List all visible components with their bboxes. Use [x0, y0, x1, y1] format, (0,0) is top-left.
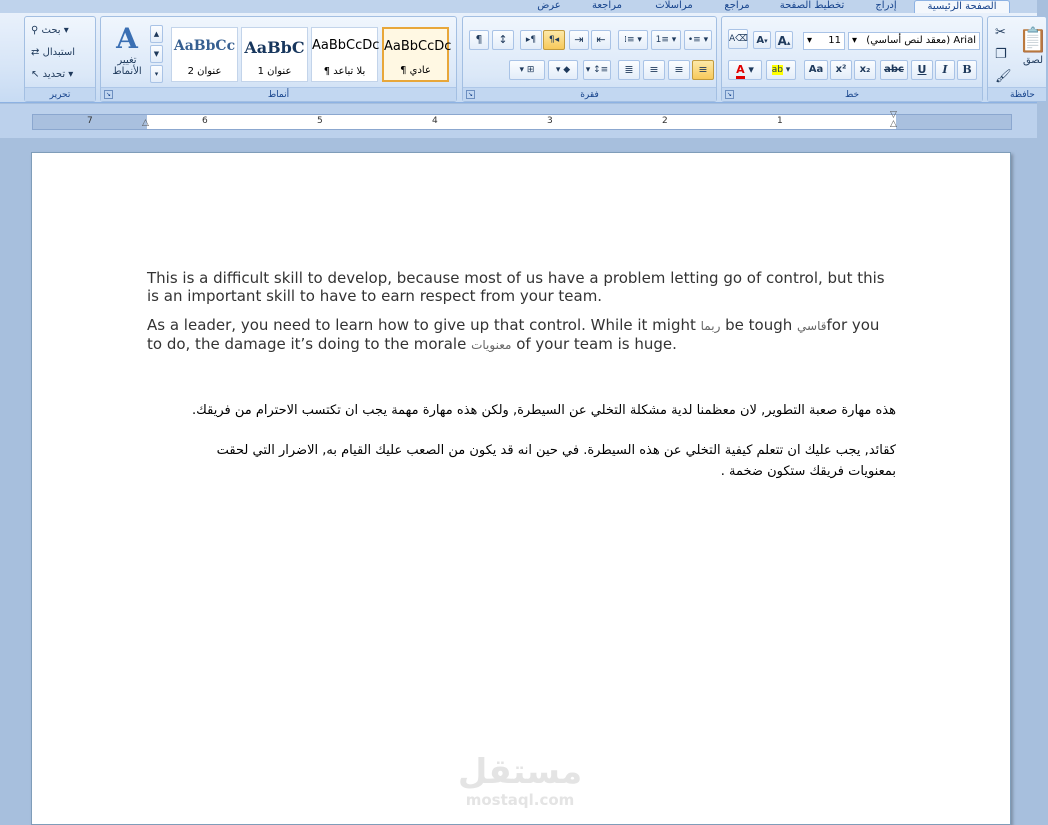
- tab-review[interactable]: مراجعة: [591, 0, 623, 11]
- ruler-strip[interactable]: [32, 110, 1012, 130]
- bullets-button[interactable]: [684, 30, 712, 50]
- line-spacing-button[interactable]: [583, 60, 611, 80]
- numbering-button[interactable]: [651, 30, 681, 50]
- grow-font-button[interactable]: A▴: [775, 31, 793, 49]
- cut-icon[interactable]: ✂: [995, 25, 1006, 40]
- dropdown-arrow-icon: ▾: [852, 35, 858, 46]
- clipboard-group: [987, 16, 1047, 102]
- borders-icon: ▾ ⊞: [519, 65, 535, 75]
- editing-group: [24, 16, 96, 102]
- sort-button[interactable]: [492, 30, 514, 50]
- align-left-icon: ≡: [649, 63, 659, 76]
- multilevel-list-icon: ⁞≡ ▾: [624, 35, 642, 45]
- replace-icon: ⇄: [31, 47, 40, 58]
- select-button[interactable]: ↖ تحديد ▾: [31, 69, 74, 80]
- rtl-button[interactable]: [543, 30, 565, 50]
- right-indent-marker-icon[interactable]: ▽ △: [890, 110, 897, 129]
- rtl-icon: ¶◂: [548, 35, 560, 45]
- format-painter-icon[interactable]: 🖌: [995, 69, 1012, 84]
- styles-scroll-up-button[interactable]: ▲: [150, 25, 163, 43]
- tab-home[interactable]: الصفحة الرئيسية: [914, 0, 1010, 13]
- ruler-number: 3: [547, 116, 553, 126]
- font-size-select[interactable]: ▾ 11: [803, 32, 845, 50]
- justify-icon: ≣: [624, 63, 634, 76]
- change-case-button[interactable]: Aa: [804, 60, 828, 80]
- font-group-label: خط: [722, 87, 982, 101]
- increase-indent-button[interactable]: [569, 30, 589, 50]
- paragraph-group-label: فقرة: [463, 87, 716, 101]
- arabic-gloss: قاسي: [797, 319, 827, 333]
- english-paragraph-1[interactable]: This is a difficult skill to develop, because most of us have a problem letting go of control, but this is an important skill to have to earn respect from your team.: [147, 269, 885, 305]
- show-marks-button[interactable]: [469, 30, 489, 50]
- multilevel-list-button[interactable]: [618, 30, 648, 50]
- font-dialog-launcher[interactable]: ↘: [726, 91, 733, 98]
- paragraph-dialog-launcher[interactable]: ↘: [467, 91, 474, 98]
- styles-scroll-down-button[interactable]: ▼: [150, 45, 163, 63]
- ribbon-tab-strip: [0, 0, 1037, 13]
- ruler-number: 5: [317, 116, 323, 126]
- arabic-paragraph-1[interactable]: هذه مهارة صعبة التطوير, لان معظمنا لدية مشكلة التخلي عن السيطرة, ولكن هذه مهارة مهمة يجب ان تكتسب الاحترام من فريقك.: [192, 403, 896, 418]
- bold-button[interactable]: B: [957, 60, 977, 80]
- tab-page-layout[interactable]: تخطيط الصفحة: [779, 0, 845, 11]
- english-paragraph-2[interactable]: As a leader, you need to learn how to give up that control. While it might ربما be tough قاسيfor you to do, the damage it’s doing to the morale معنويات of your team is huge.: [147, 316, 880, 353]
- font-color-icon: A: [736, 63, 745, 79]
- paste-button[interactable]: 📋 لصق: [1018, 26, 1048, 66]
- ribbon: [0, 13, 1048, 103]
- strikethrough-button[interactable]: abc: [880, 60, 908, 80]
- subscript-button[interactable]: x₂: [854, 60, 876, 80]
- cursor-icon: ↖: [31, 69, 40, 80]
- paint-bucket-icon: ▾ ◆: [555, 65, 571, 75]
- styles-group: [100, 16, 457, 102]
- style-heading-2[interactable]: AaBbCc عنوان 2: [171, 27, 238, 82]
- decrease-indent-icon: ⇤: [596, 33, 606, 46]
- ruler-number: 6: [202, 116, 208, 126]
- italic-button[interactable]: I: [935, 60, 955, 80]
- eraser-icon: A⌫: [729, 34, 748, 44]
- sort-icon: ↕: [498, 33, 508, 46]
- borders-button[interactable]: [509, 60, 545, 80]
- horizontal-ruler[interactable]: [0, 104, 1037, 138]
- change-styles-button[interactable]: A تغيير الأنماط: [107, 23, 147, 83]
- grow-arrow-icon: ▴: [786, 39, 791, 47]
- font-color-button[interactable]: A ▾: [728, 60, 762, 80]
- ruler-number: 2: [662, 116, 668, 126]
- change-styles-icon: A: [116, 22, 138, 55]
- ruler-number: 7: [87, 116, 93, 126]
- underline-button[interactable]: U: [911, 60, 933, 80]
- highlight-button[interactable]: ab ▾: [766, 60, 796, 80]
- dropdown-arrow-icon: ▾: [807, 35, 813, 46]
- find-button[interactable]: ⚲ بحث ▾: [31, 25, 69, 36]
- tab-references[interactable]: مراجع: [724, 0, 750, 11]
- watermark-logo: مستقل: [457, 752, 583, 792]
- superscript-button[interactable]: x²: [830, 60, 852, 80]
- increase-indent-icon: ⇥: [574, 33, 584, 46]
- style-heading-1[interactable]: AaBbC عنوان 1: [241, 27, 308, 82]
- font-name-select[interactable]: Arial (معقد لنص أساسي) ▾: [848, 32, 980, 50]
- line-spacing-icon: ▾ ↕≡: [585, 65, 609, 75]
- style-no-spacing[interactable]: AaBbCcDc ¶ بلا تباعد: [311, 27, 378, 82]
- clipboard-icon: 📋: [1018, 26, 1048, 54]
- decrease-indent-button[interactable]: [591, 30, 611, 50]
- align-right-icon: ≡: [698, 63, 708, 76]
- ltr-button[interactable]: [520, 30, 542, 50]
- style-normal[interactable]: AaBbCcDc ¶ عادي: [382, 27, 449, 82]
- align-right-button[interactable]: [692, 60, 714, 80]
- align-center-icon: ≡: [674, 63, 684, 76]
- ltr-icon: ▸¶: [525, 35, 537, 45]
- pilcrow-icon: ¶: [475, 33, 483, 46]
- ruler-right-margin: [896, 115, 1011, 129]
- styles-dialog-launcher[interactable]: ↘: [105, 91, 112, 98]
- arabic-paragraph-2[interactable]: كقائد, يجب عليك ان تتعلم كيفية التخلي عن هذه السيطرة. في حين انه قد يكون من الصعب عليك القيام به, الاضرار التي لحقت بمعنويات فريقك ستكون ضخمة .: [216, 443, 896, 479]
- numbering-icon: 1≡ ▾: [655, 35, 677, 45]
- styles-group-label: أنماط: [101, 87, 456, 101]
- watermark-url: mostaql.com: [465, 791, 575, 809]
- tab-mailings[interactable]: مراسلات: [655, 0, 693, 11]
- replace-button[interactable]: ⇄ استبدال: [31, 47, 76, 58]
- tab-view[interactable]: عرض: [537, 0, 561, 11]
- ruler-number: 4: [432, 116, 438, 126]
- document-page[interactable]: [31, 152, 1011, 825]
- mostaql-watermark: [455, 753, 585, 809]
- paragraph-group: [462, 16, 717, 102]
- highlighter-icon: ab: [771, 65, 783, 75]
- left-indent-marker-icon[interactable]: △: [142, 118, 149, 128]
- copy-icon[interactable]: ❐: [995, 47, 1007, 62]
- align-center-button[interactable]: [668, 60, 690, 80]
- styles-more-button[interactable]: ▾: [150, 65, 163, 83]
- font-group: [721, 16, 983, 102]
- bullets-icon: •≡ ▾: [687, 35, 709, 45]
- tab-insert[interactable]: إدراج: [875, 0, 897, 11]
- arabic-gloss: معنويات: [471, 338, 512, 352]
- justify-button[interactable]: [618, 60, 640, 80]
- shrink-font-button[interactable]: A▾: [753, 31, 771, 49]
- ruler-number: 1: [777, 116, 783, 126]
- editing-group-label: تحرير: [25, 87, 95, 101]
- shrink-arrow-icon: ▾: [764, 37, 768, 45]
- shading-button[interactable]: [548, 60, 578, 80]
- arabic-gloss: ربما: [700, 319, 721, 333]
- align-left-button[interactable]: [643, 60, 665, 80]
- clipboard-group-label: حافظة: [988, 87, 1046, 101]
- clear-formatting-button[interactable]: [728, 29, 748, 49]
- binoculars-icon: ⚲: [31, 25, 39, 36]
